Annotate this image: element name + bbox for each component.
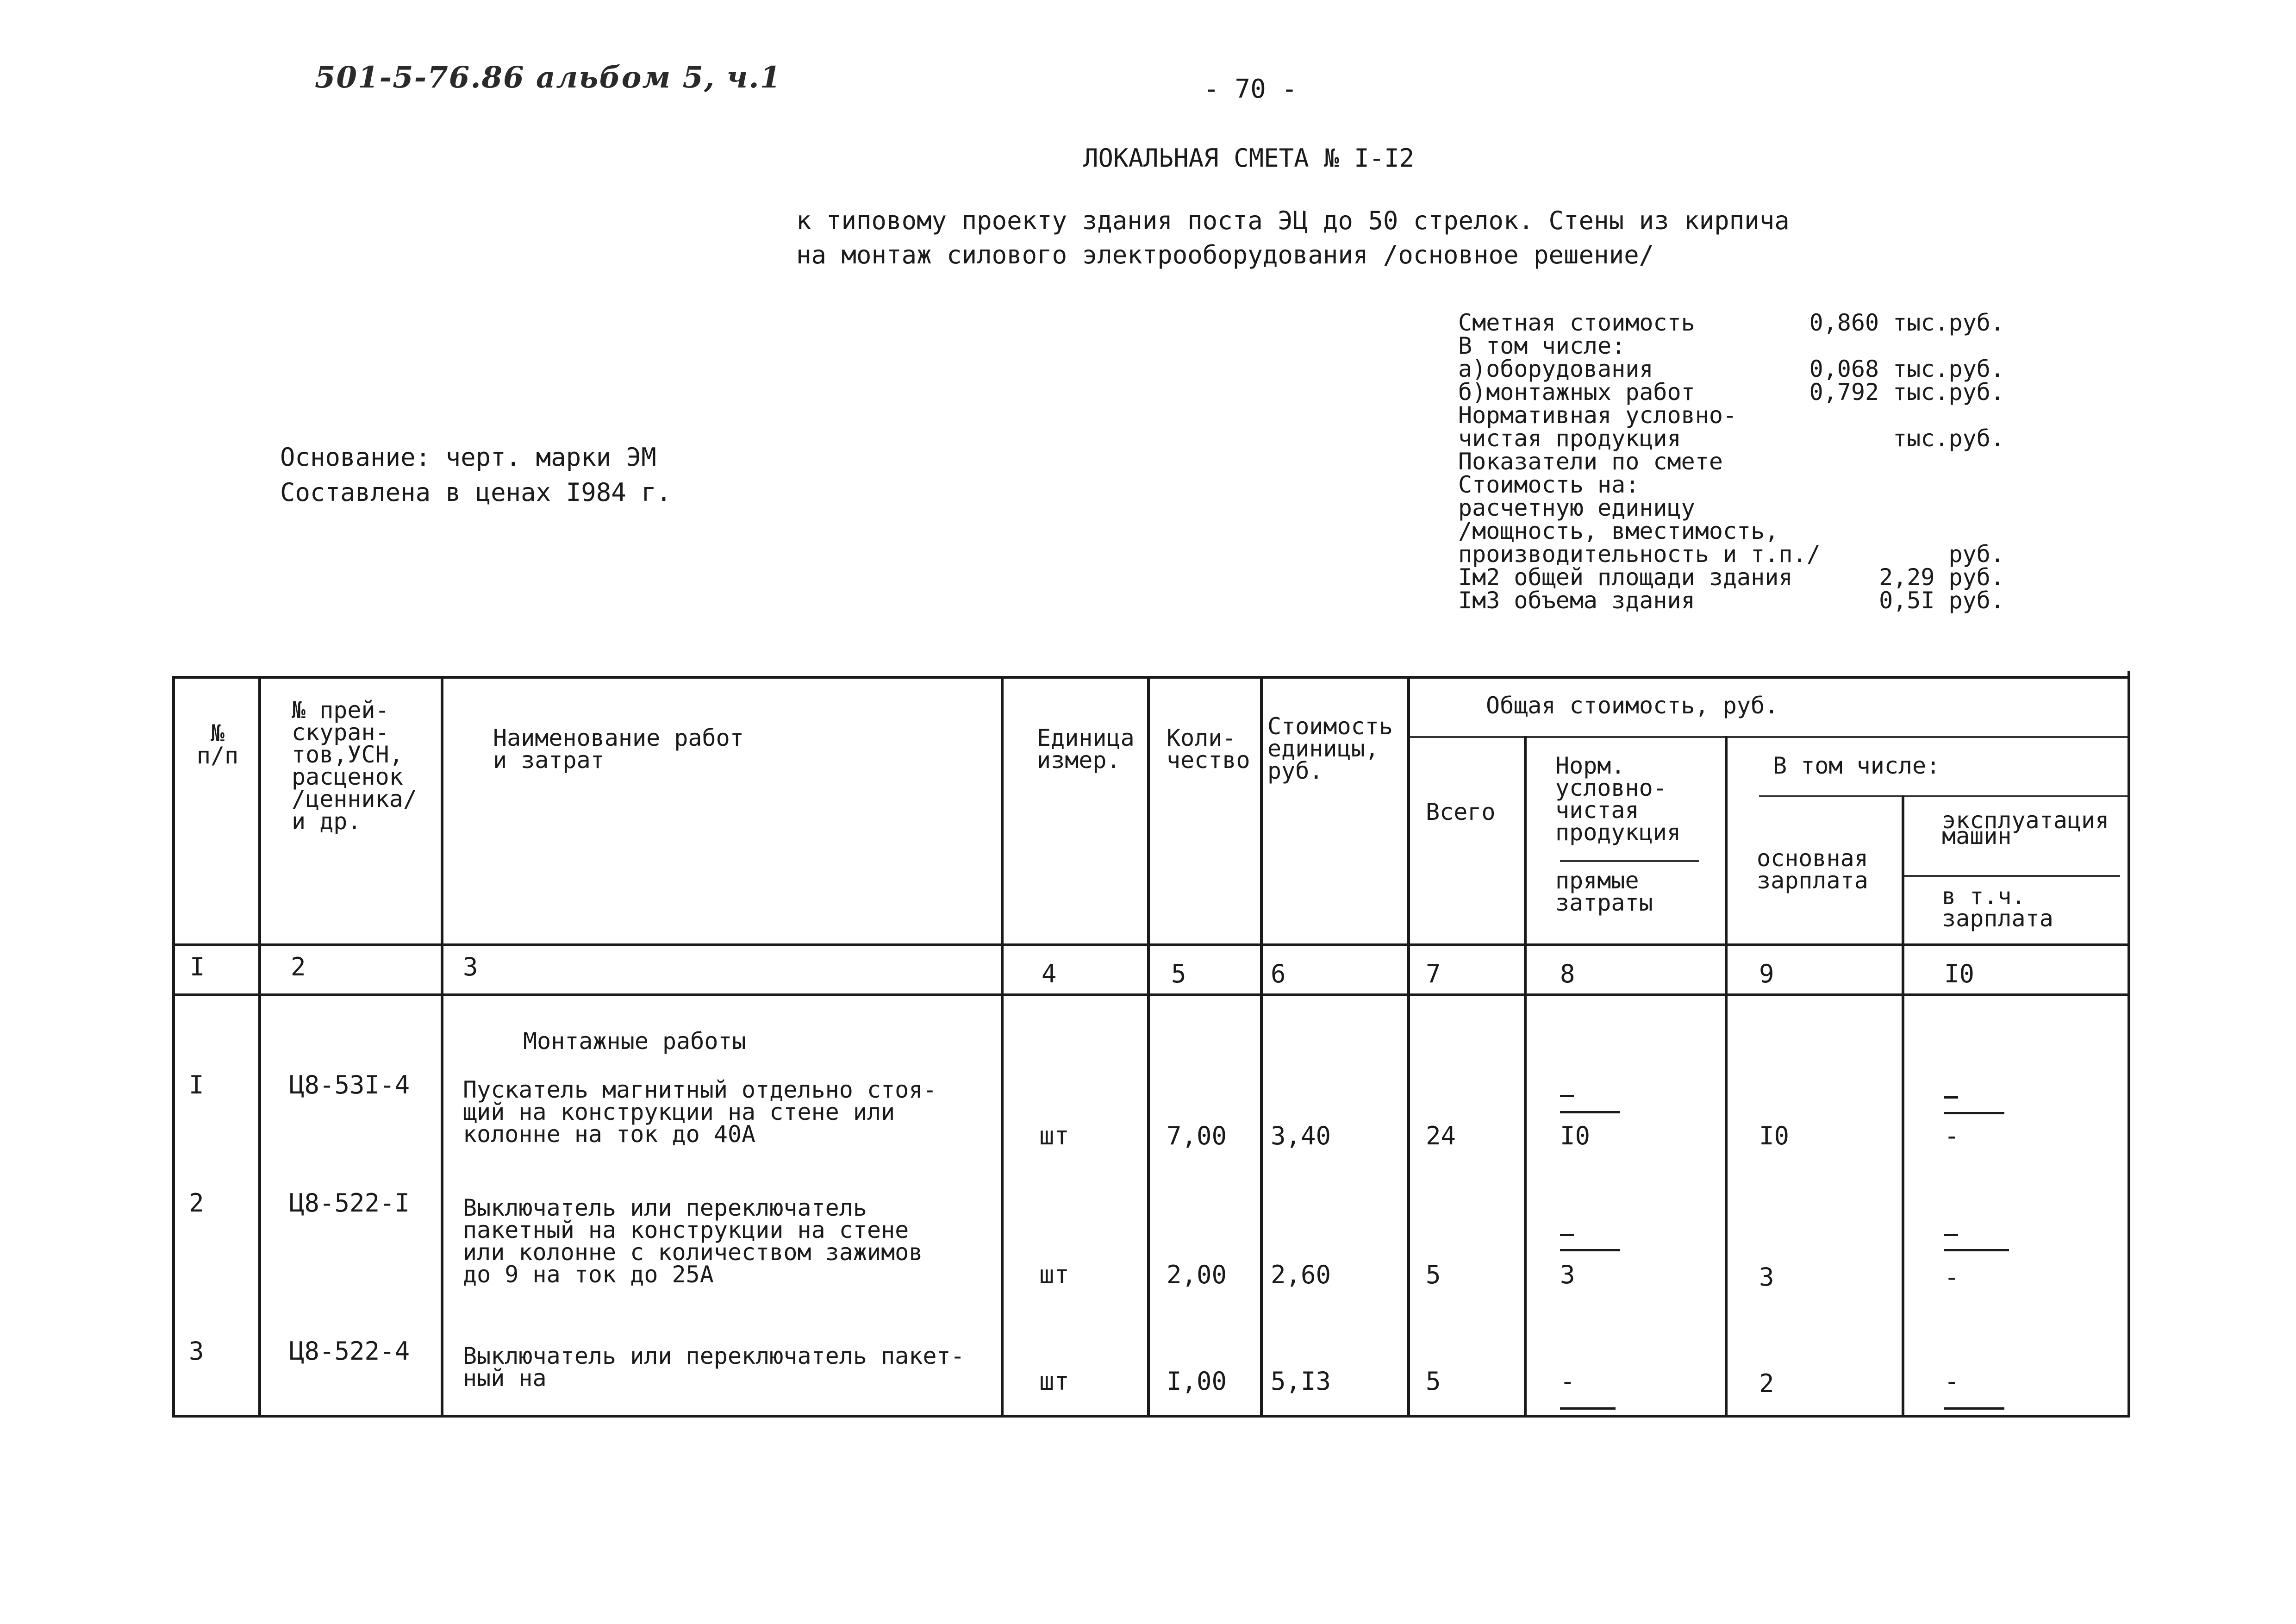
summary-row: а)оборудования 0,068 тыс.руб.	[1458, 356, 2004, 382]
column-number: 3	[463, 952, 478, 981]
row-base-salary: I0	[1759, 1121, 1790, 1150]
dash-mark	[1560, 1111, 1620, 1113]
summary-row: Нормативная условно-	[1458, 402, 1737, 429]
row-machine-operation: -	[1944, 1367, 1959, 1396]
row-unit: шт	[1039, 1260, 1070, 1289]
dash-mark	[1944, 1112, 2004, 1114]
document-title: ЛОКАЛЬНАЯ СМЕТА № I-I2	[1083, 144, 1415, 173]
col-divider-3	[1001, 676, 1004, 1418]
summary-row: производительность и т.п./ руб.	[1458, 541, 2004, 568]
dash-mark	[1560, 1407, 1616, 1410]
row-unit-cost: 2,60	[1271, 1260, 1331, 1289]
header-work-name: Наименование работ и затрат	[493, 725, 744, 774]
row-number: 3	[189, 1337, 204, 1366]
row-price-code: Ц8-53I-4	[289, 1070, 410, 1099]
row-work-name: Пускатель магнитный отдельно стоя- щий на конструкции на стене или колонне на ток до 40А	[463, 1076, 937, 1148]
handwritten-note: 501-5-76.86 альбом 5, ч.1	[315, 60, 782, 95]
row-base-salary: 3	[1759, 1262, 1774, 1292]
col-divider-5	[1260, 676, 1263, 1418]
section-title: Монтажные работы	[523, 1028, 746, 1055]
summary-row: Сметная стоимость 0,860 тыс.руб.	[1458, 309, 2004, 336]
summary-row: Iм3 объема здания 0,5I руб.	[1458, 587, 2004, 614]
row-unit: шт	[1039, 1121, 1070, 1150]
col-divider-1	[258, 676, 261, 1418]
row-number: 2	[189, 1188, 204, 1218]
colnum-bottom-line	[172, 993, 2130, 996]
summary-row: чистая продукция тыс.руб.	[1458, 425, 2004, 452]
col10-subdivider	[1903, 875, 2120, 877]
dash-mark	[1560, 1095, 1574, 1097]
dash-mark	[1944, 1096, 1958, 1099]
table-border-top	[172, 676, 2130, 679]
header-machine-operation: эксплуатация машин	[1942, 807, 2109, 849]
column-number: I	[190, 952, 205, 981]
row-work-name: Выключатель или переключатель пакетный на конструкции на стене или колонне с количеством зажимов до 9 на ток до 25А	[463, 1194, 923, 1288]
column-number: 5	[1171, 959, 1186, 988]
row-total: 5	[1426, 1260, 1441, 1289]
col-divider-2	[441, 676, 443, 1418]
header-base-salary: основная зарплата	[1757, 845, 1868, 894]
header-price-list: № прей- скуран- тов,УСН, расценок /ценника/ и др.	[292, 697, 417, 835]
subtitle-line-2: на монтаж силового электрооборудования /основное решение/	[796, 240, 1654, 269]
table-border-right	[2128, 671, 2130, 1418]
summary-row: б)монтажных работ 0,792 тыс.руб.	[1458, 379, 2004, 406]
cost-summary	[1458, 311, 2004, 612]
header-total-cost-group: Общая стоимость, руб.	[1486, 692, 1779, 719]
dash-mark	[1560, 1234, 1574, 1236]
dash-mark	[1944, 1249, 2009, 1251]
row-quantity: 2,00	[1167, 1260, 1227, 1289]
header-quantity: Коли- чество	[1167, 725, 1250, 774]
header-including-group: В том числе:	[1773, 752, 1940, 779]
header-net-output: Норм. условно- чистая продукция	[1555, 752, 1681, 846]
dash-mark	[1560, 1249, 1620, 1251]
col-divider-9	[1902, 795, 1904, 1418]
row-quantity: I,00	[1167, 1367, 1227, 1396]
dash-mark	[1944, 1234, 1958, 1236]
row-number: I	[189, 1070, 204, 1099]
row-direct-costs: -	[1560, 1367, 1575, 1396]
row-base-salary: 2	[1759, 1369, 1774, 1398]
basis-line-2: Составлена в ценах I984 г.	[280, 478, 672, 507]
header-number: № п/п	[196, 720, 239, 769]
summary-row: Iм2 общей площади здания 2,29 руб.	[1458, 564, 2004, 591]
summary-row: В том числе:	[1458, 332, 1626, 359]
column-number: 8	[1560, 959, 1575, 988]
row-price-code: Ц8-522-I	[289, 1188, 410, 1218]
row-unit: шт	[1039, 1367, 1070, 1396]
row-unit-cost: 3,40	[1271, 1121, 1331, 1150]
row-unit-cost: 5,I3	[1271, 1367, 1331, 1396]
column-number: 2	[291, 952, 306, 981]
row-total: 5	[1426, 1367, 1441, 1396]
row-machine-operation: -	[1944, 1262, 1959, 1292]
row-work-name: Выключатель или переключатель пакет- ный на	[463, 1343, 965, 1392]
row-quantity: 7,00	[1167, 1121, 1227, 1150]
subtitle-line-1: к типовому проекту здания поста ЭЦ до 50 стрелок. Стены из кирпича	[796, 206, 1790, 235]
header-total: Всего	[1426, 799, 1496, 825]
row-machine-operation: -	[1944, 1121, 1959, 1150]
header-unit-cost: Стоимость единицы, руб.	[1267, 713, 1393, 784]
summary-row: /мощность, вместимость,	[1458, 518, 1779, 544]
header-direct-costs: прямые затраты	[1555, 867, 1653, 916]
column-number: 4	[1042, 959, 1057, 988]
table-border-bottom	[172, 1415, 2130, 1418]
row-total: 24	[1426, 1121, 1456, 1150]
col-divider-4	[1147, 676, 1150, 1418]
header-machine-salary: в т.ч. зарплата	[1942, 883, 2053, 932]
summary-row: Стоимость на:	[1458, 471, 1640, 498]
summary-row: Показатели по смете	[1458, 448, 1723, 475]
column-number: 6	[1271, 959, 1286, 988]
incl-divider	[1759, 795, 2129, 797]
dash-mark	[1944, 1407, 2004, 1410]
basis-line-1: Основание: черт. марки ЭМ	[280, 443, 656, 472]
column-number: 7	[1426, 959, 1441, 988]
row-price-code: Ц8-522-4	[289, 1337, 410, 1366]
header-bottom-line	[172, 943, 2130, 946]
col-divider-6	[1407, 676, 1410, 1418]
col8-subdivider	[1560, 860, 1699, 862]
col-divider-7	[1524, 736, 1527, 1418]
column-number: 9	[1759, 959, 1774, 988]
group-divider	[1408, 736, 2130, 738]
column-number: I0	[1944, 959, 1975, 988]
summary-row: расчетную единицу	[1458, 494, 1695, 521]
row-direct-costs: 3	[1560, 1260, 1575, 1289]
row-direct-costs: I0	[1560, 1121, 1591, 1150]
page-number: - 70 -	[1204, 74, 1298, 104]
header-unit: Единица измер.	[1037, 725, 1135, 774]
table-border-left	[172, 676, 175, 1418]
col-divider-8	[1725, 736, 1728, 1418]
